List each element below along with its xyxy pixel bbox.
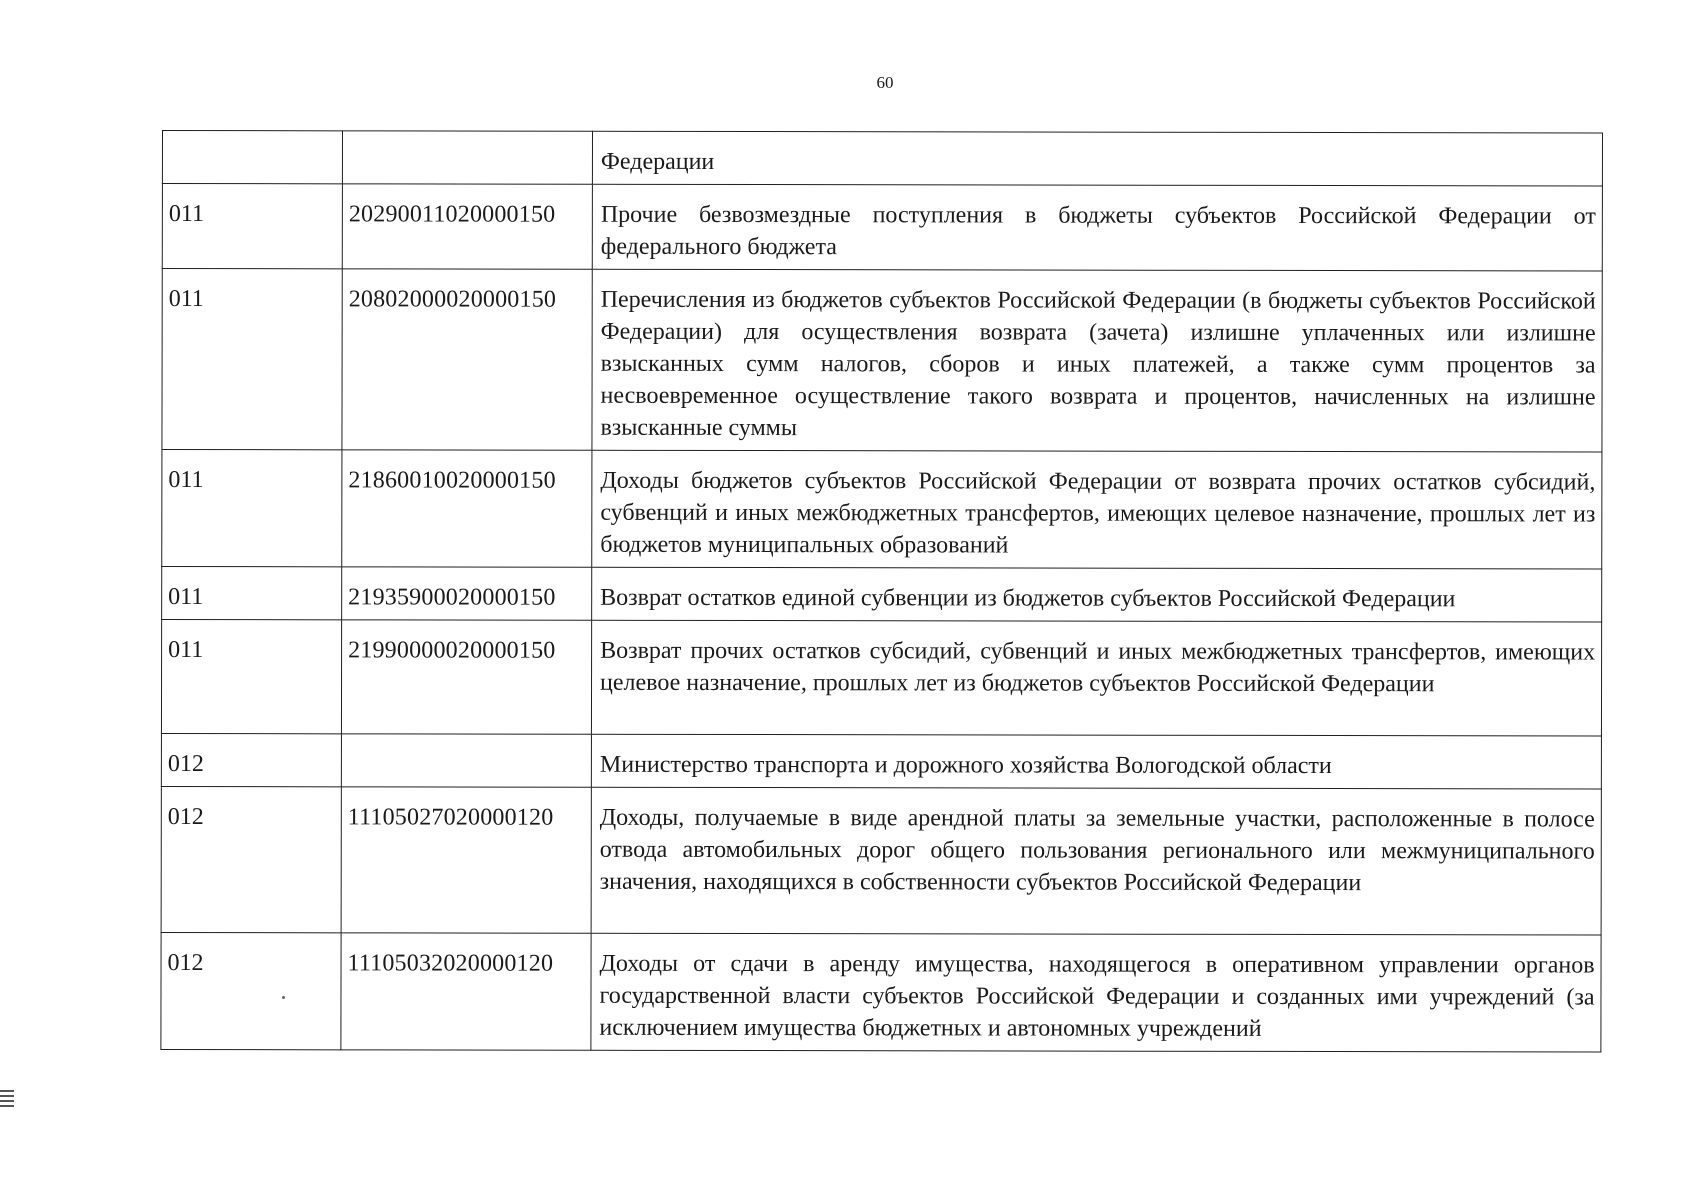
table-row: [161, 620, 1601, 737]
admin-code-cell: 012: [161, 786, 341, 932]
admin-code-cell: 011: [162, 184, 342, 269]
admin-code-cell: 012: [161, 932, 341, 1049]
admin-code-cell: 012: [161, 733, 341, 786]
budget-code-cell: 21860010020000150: [342, 450, 592, 567]
admin-code-cell: [162, 131, 342, 184]
table-row: [161, 786, 1601, 935]
budget-code-cell: 21990000020000150: [341, 620, 591, 734]
scan-edge-marks: [0, 1090, 14, 1110]
table-row: [162, 184, 1602, 272]
table-row: [162, 567, 1602, 623]
scan-speck: [282, 996, 285, 999]
admin-code-cell: 011: [162, 450, 342, 567]
table-row: [161, 932, 1601, 1052]
revenue-name-cell: Прочие безвозмездные поступления в бюджеты субъектов Российской Федерации от федерального бюджета: [592, 184, 1602, 271]
admin-code-cell: 011: [161, 620, 341, 734]
table-row: [162, 269, 1602, 453]
revenue-codes-table: [160, 130, 1603, 1053]
revenue-name-cell: Федерации: [592, 131, 1602, 186]
budget-code-cell: [341, 734, 591, 787]
budget-code-cell: [342, 131, 592, 184]
revenue-name-cell: Перечисления из бюджетов субъектов Российской Федерации (в бюджеты субъектов Российской Федерации) для осуществления возврата (зачета) излишне уплаченных или излишне взысканных сумм налогов, сборов и иных платежей, а также сумм процентов за несвоевременное осуществление такого возврата и процентов, начисленных на излишне взысканные суммы: [592, 269, 1602, 452]
budget-code-cell: 20802000020000150: [342, 269, 592, 450]
revenue-name-cell: Доходы, получаемые в виде арендной платы за земельные участки, расположенные в полосе отвода автомобильных дорог общего пользования регионального или межмуниципального значения, находящихся в собственности субъектов Российской Федерации: [591, 787, 1601, 935]
table-row: [162, 131, 1602, 187]
table-row: [162, 450, 1602, 570]
revenue-name-cell: Доходы от сдачи в аренду имущества, находящегося в оперативном управлении органов государственной власти субъектов Российской Федерации и созданных ими учреждений (за исключением имущества бюджетных и автономных учреждений: [591, 933, 1601, 1052]
admin-code-cell: 011: [162, 567, 342, 620]
revenue-name-cell: Возврат остатков единой субвенции из бюджетов субъектов Российской Федерации: [592, 567, 1602, 622]
budget-code-cell: 11105027020000120: [341, 787, 591, 933]
budget-code-cell: 20290011020000150: [342, 184, 592, 269]
page-number: 60: [876, 73, 894, 92]
budget-code-cell: 21935900020000150: [342, 567, 592, 620]
revenue-name-cell: Министерство транспорта и дорожного хозяйства Вологодской области: [591, 734, 1601, 789]
budget-code-cell: 11105032020000120: [341, 933, 591, 1050]
revenue-name-cell: Возврат прочих остатков субсидий, субвенций и иных межбюджетных трансфертов, имеющих целевое назначение, прошлых лет из бюджетов субъектов Российской Федерации: [591, 620, 1601, 736]
admin-code-cell: 011: [162, 269, 342, 450]
table-row: [161, 733, 1601, 789]
revenue-name-cell: Доходы бюджетов субъектов Российской Федерации от возврата прочих остатков субсидий, субвенций и иных межбюджетных трансфертов, имеющих целевое назначение, прошлых лет из бюджетов муниципальных образований: [592, 450, 1602, 569]
